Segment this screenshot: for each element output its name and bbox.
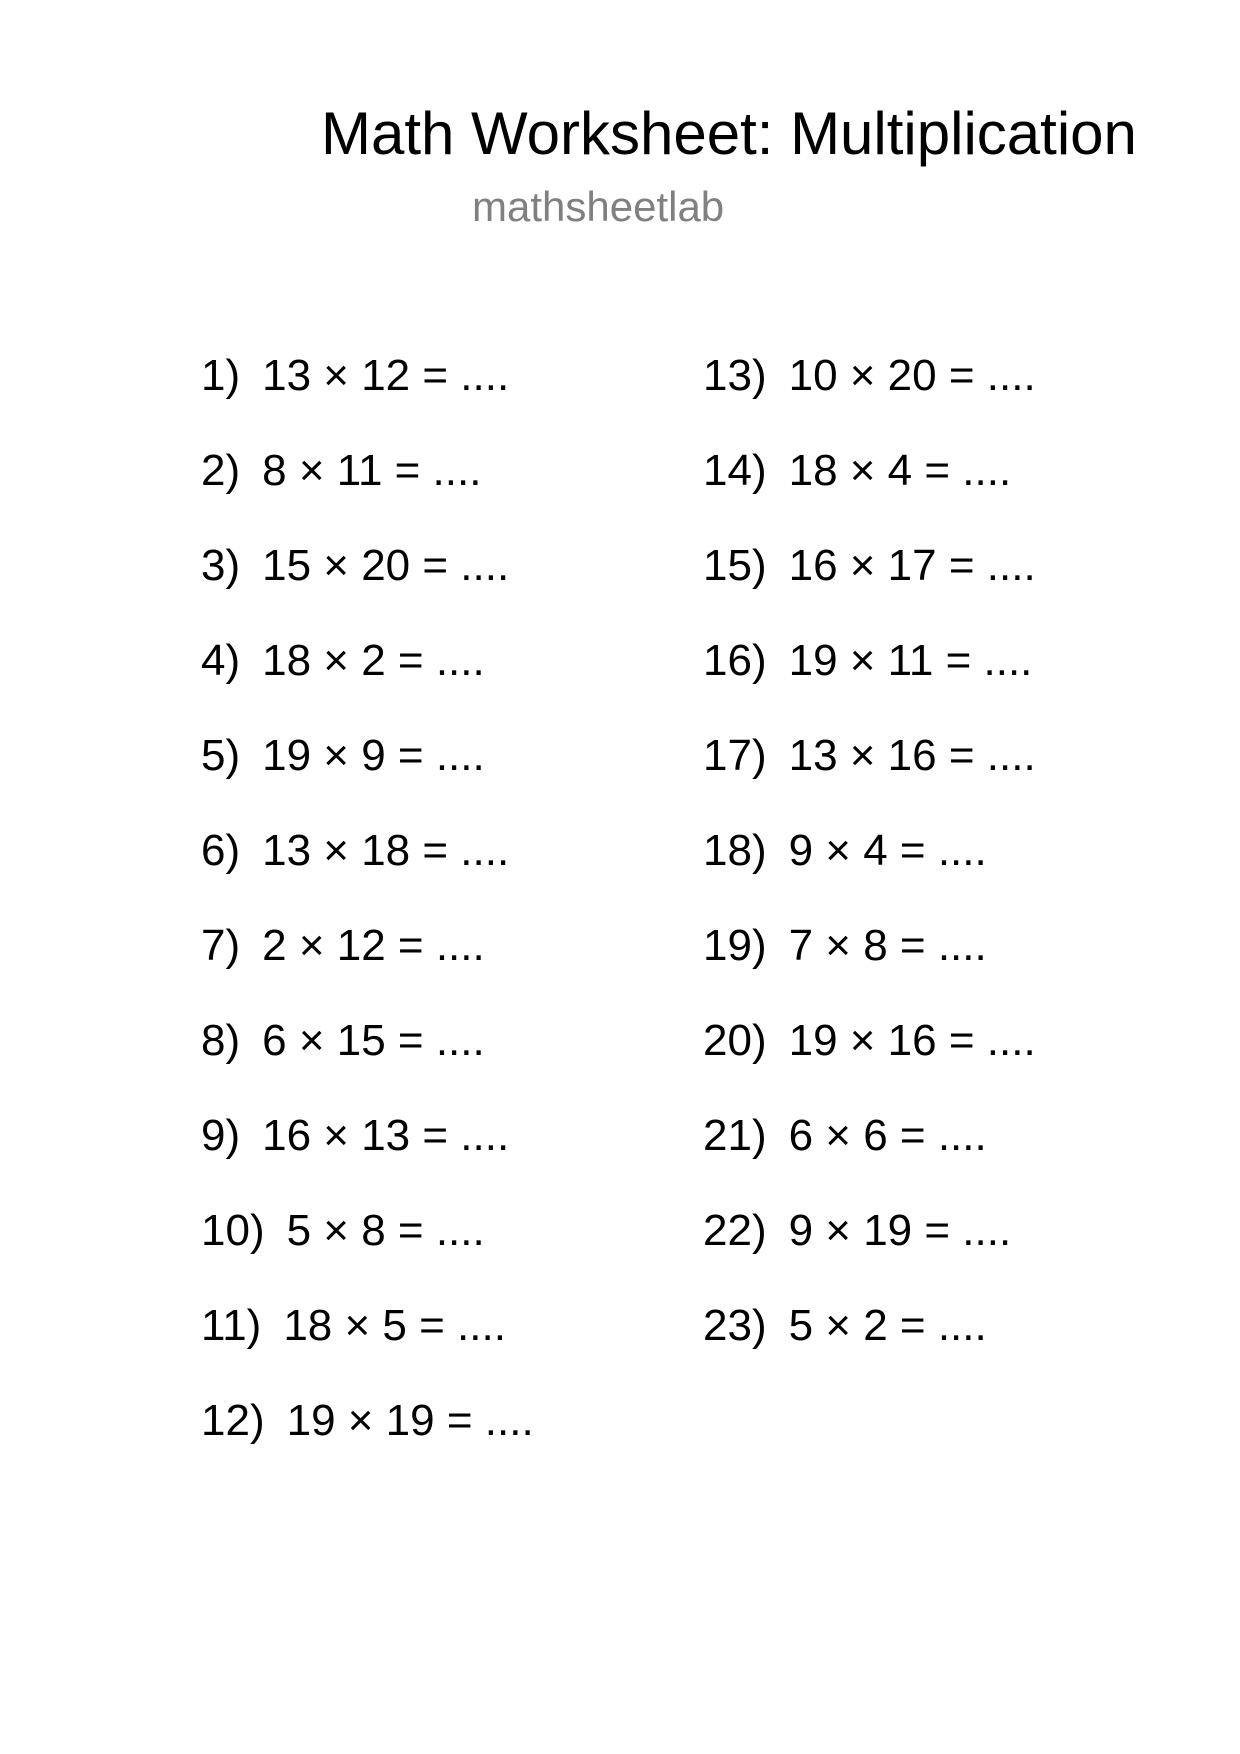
problem-item xyxy=(201,1205,485,1257)
problem-number: 8) xyxy=(201,1016,241,1065)
problem-number: 23) xyxy=(703,1301,767,1350)
problem-expression: 7 × 8 = .... xyxy=(788,921,987,970)
problem-expression: 16 × 13 = .... xyxy=(262,1111,510,1160)
problem-number: 4) xyxy=(201,636,241,685)
problem-expression: 13 × 16 = .... xyxy=(788,731,1036,780)
problem-number: 12) xyxy=(201,1396,265,1445)
problem-item xyxy=(201,635,485,687)
problem-item xyxy=(201,825,509,877)
problem-expression: 16 × 17 = .... xyxy=(788,541,1036,590)
problem-item xyxy=(703,1205,1011,1257)
problem-number: 1) xyxy=(201,351,241,400)
problem-expression: 9 × 4 = .... xyxy=(788,826,987,875)
problem-number: 6) xyxy=(201,826,241,875)
problem-number: 11) xyxy=(201,1301,262,1350)
problem-expression: 13 × 12 = .... xyxy=(262,351,510,400)
problem-expression: 18 × 4 = .... xyxy=(788,446,1012,495)
problem-item xyxy=(201,1300,506,1352)
problem-expression: 8 × 11 = .... xyxy=(262,446,482,495)
problem-item xyxy=(703,920,987,972)
problem-number: 10) xyxy=(201,1206,265,1255)
problem-expression: 19 × 16 = .... xyxy=(788,1016,1036,1065)
problem-expression: 5 × 2 = .... xyxy=(788,1301,987,1350)
problem-item xyxy=(201,350,509,402)
problem-number: 20) xyxy=(703,1016,767,1065)
problem-item xyxy=(703,1300,987,1352)
problem-expression: 13 × 18 = .... xyxy=(262,826,510,875)
problem-expression: 19 × 9 = .... xyxy=(262,731,485,780)
problem-number: 9) xyxy=(201,1111,241,1160)
problem-expression: 10 × 20 = .... xyxy=(788,351,1036,400)
problem-expression: 15 × 20 = .... xyxy=(262,541,510,590)
problem-item xyxy=(703,540,1036,592)
problem-expression: 18 × 5 = .... xyxy=(283,1301,506,1350)
problem-item xyxy=(201,445,481,497)
worksheet-title: Math Worksheet: Multiplication xyxy=(321,100,1137,167)
problem-number: 13) xyxy=(703,351,767,400)
problem-expression: 19 × 11 = .... xyxy=(788,636,1033,685)
problem-expression: 18 × 2 = .... xyxy=(262,636,485,685)
problem-item xyxy=(703,825,987,877)
problem-number: 19) xyxy=(703,921,767,970)
problem-item xyxy=(201,920,485,972)
problem-item xyxy=(703,635,1032,687)
problem-item xyxy=(703,350,1036,402)
problem-item xyxy=(703,1110,987,1162)
problem-number: 2) xyxy=(201,446,241,495)
problem-expression: 6 × 6 = .... xyxy=(788,1111,987,1160)
problem-expression: 9 × 19 = .... xyxy=(788,1206,1012,1255)
problem-item xyxy=(703,445,1011,497)
problem-expression: 5 × 8 = .... xyxy=(286,1206,485,1255)
problem-number: 5) xyxy=(201,731,241,780)
problem-item xyxy=(201,730,485,782)
worksheet-subtitle: mathsheetlab xyxy=(472,183,725,230)
problem-item xyxy=(201,540,509,592)
problem-item xyxy=(201,1110,509,1162)
problem-item xyxy=(703,730,1036,782)
problem-number: 22) xyxy=(703,1206,767,1255)
problem-expression: 19 × 19 = .... xyxy=(286,1396,534,1445)
problem-number: 7) xyxy=(201,921,241,970)
problem-expression: 2 × 12 = .... xyxy=(262,921,485,970)
problem-number: 15) xyxy=(703,541,767,590)
problem-item xyxy=(703,1015,1036,1067)
problem-number: 18) xyxy=(703,826,767,875)
problem-number: 21) xyxy=(703,1111,767,1160)
problem-number: 3) xyxy=(201,541,241,590)
problem-expression: 6 × 15 = .... xyxy=(262,1016,485,1065)
problem-number: 16) xyxy=(703,636,767,685)
problem-item xyxy=(201,1015,485,1067)
problem-number: 14) xyxy=(703,446,767,495)
problem-number: 17) xyxy=(703,731,767,780)
problem-item xyxy=(201,1395,534,1447)
